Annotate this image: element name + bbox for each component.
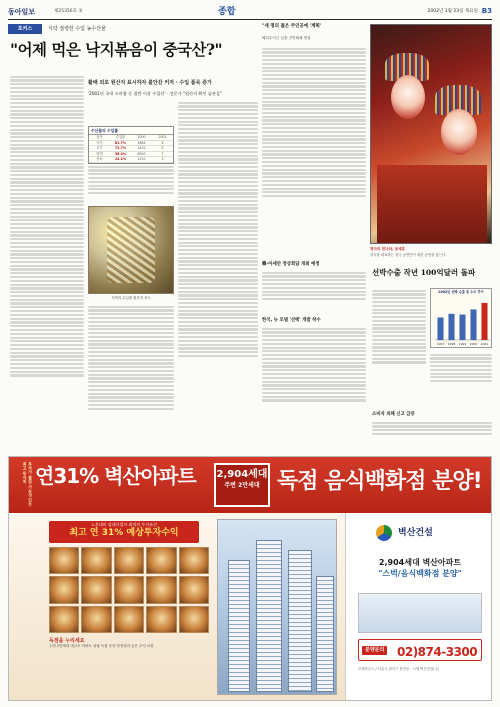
- opera-photo-title: 경극의 전나라, 공세흐: [370, 247, 406, 251]
- dish-photo: [81, 606, 111, 633]
- ad-unit-sub: 주변 2만세대: [224, 481, 260, 489]
- chart-plot: [431, 296, 493, 348]
- table-cell: 조기: [96, 146, 103, 151]
- table-cell: 품목: [96, 135, 103, 140]
- tower: [228, 560, 250, 692]
- ad-left-panel: [9, 513, 345, 701]
- dish-photo: [146, 547, 176, 574]
- table-cell: 81.7%: [114, 140, 127, 145]
- ad-footnote: [49, 639, 209, 649]
- focus-label: 포커스: [8, 24, 42, 34]
- article-column-1: [10, 74, 84, 446]
- chart-tick-label: 1997: [436, 342, 445, 346]
- table-cell: 5: [161, 146, 164, 151]
- chart-bar: [470, 309, 476, 340]
- opera-photo: [370, 24, 492, 244]
- opera-photo-caption: 중국을 대표하는 경극 공연단이 내한 공연을 갖는다.: [370, 253, 447, 257]
- brand-logo: [358, 523, 482, 549]
- chart-bar: [437, 317, 443, 340]
- ad-return-banner: [49, 521, 199, 543]
- column-title-1: 韓-아세안 정상회담 개최 예정: [262, 262, 320, 267]
- chart-bar: [448, 314, 454, 340]
- ad-headline-left: 연31% 벽산아파트: [35, 464, 196, 488]
- table-cell: 5684: [137, 140, 146, 145]
- article-snippet: [88, 164, 174, 204]
- apartment-advertisement[interactable]: [8, 456, 492, 701]
- ad-unit-box: [214, 463, 270, 507]
- performer-face-left: [391, 75, 425, 119]
- section-title: 종합: [218, 7, 236, 17]
- chart-bar: [459, 315, 465, 340]
- import-rate-table: [88, 126, 174, 164]
- tower: [256, 540, 282, 692]
- column-title-3: 소비자 피해 신고 급증: [372, 412, 415, 417]
- shipbuilding-body: [372, 288, 426, 406]
- dish-photo: [179, 547, 209, 574]
- lead-subhead: 활배 외로 원산지 표시하자 불안감 커져 · 수입 품목 증가: [88, 80, 212, 86]
- table-cell: 2000: [137, 135, 146, 140]
- column-body-3: [372, 420, 492, 448]
- table-cell: 꽁치: [96, 157, 103, 162]
- shipbuilding-body-2: [430, 352, 492, 406]
- dish-photo: [49, 606, 79, 633]
- dish-photo: [179, 606, 209, 633]
- brand-tagline-2: "스벅/음식백화점 분양": [378, 569, 462, 578]
- photo-caption: 식탁의 수입품 원산지 표시: [111, 296, 151, 300]
- dish-photo: [81, 576, 111, 603]
- ad-vertical-text: 투자가 쏠림 가능성 있는 최고 투자처: [22, 462, 33, 507]
- ad-right-panel: [345, 513, 492, 701]
- phone-box[interactable]: [358, 639, 482, 661]
- chart-bar: [481, 303, 487, 340]
- dish-photo: [114, 576, 144, 603]
- complex-map-image: [358, 593, 482, 633]
- chart-tick-label: 1998: [447, 342, 456, 346]
- dish-photo: [49, 576, 79, 603]
- page-number: B3: [481, 7, 492, 15]
- table-cell: 명태: [96, 151, 103, 156]
- ad-food-grid: [49, 547, 209, 633]
- table-cell: 38.4%: [114, 151, 127, 156]
- tower: [316, 576, 334, 692]
- table-title: 수산물의 수입률: [89, 127, 173, 135]
- right-article-subtitle: 해외수익금 입출 전면폐쇄 방침: [262, 36, 311, 40]
- issue-number: 제25356호 ②: [54, 9, 83, 14]
- dish-photo: [81, 547, 111, 574]
- column-title-2: 한국, 뉴 모델 '선택' 개발 착수: [262, 318, 321, 323]
- dish-photo: [146, 576, 176, 603]
- chart-tick-label: 2000: [469, 342, 478, 346]
- table-cell: 3432: [137, 146, 146, 151]
- dish-photo: [114, 547, 144, 574]
- ad-unit-count: 2,904세대: [216, 469, 268, 480]
- issue-date: 2002년 1월 23일 목요일: [427, 9, 478, 14]
- article-column-3: [178, 100, 258, 444]
- table-row: [89, 157, 173, 163]
- main-headline: "어제 먹은 낙지볶음이 중국산?": [10, 40, 223, 59]
- ad-headline-right: 독점 음식백화점 분양!: [277, 469, 482, 494]
- table-cell: 수입률: [115, 135, 126, 140]
- apartment-building-rendering: [217, 519, 337, 695]
- table-cell: 3: [161, 157, 164, 162]
- paper-name: 동아일보: [8, 7, 36, 16]
- focus-subtitle: 식탁 점령한 수입 농수산물: [48, 26, 106, 32]
- chart-title: 2002년 선박 수출 및 수주 추이: [438, 290, 484, 294]
- article-column-2b: [88, 304, 174, 444]
- right-article-headline: "세 명의 젊은 주인공에 '계획': [262, 24, 322, 29]
- masthead: [8, 6, 492, 20]
- brand-name: 벽산건설: [398, 528, 433, 538]
- chart-tick-label: 2001: [480, 342, 489, 346]
- table-cell: 2001: [158, 135, 167, 140]
- dish-photo: [179, 576, 209, 603]
- brand-tagline-1: 2,904세대 벽산아파트: [378, 558, 462, 567]
- column-body-1: [262, 270, 366, 314]
- shipbuilding-headline: 선박수출 작년 100억달러 돌파: [372, 268, 476, 277]
- performer-face-right: [441, 109, 477, 155]
- table-cell: 72.7%: [114, 146, 127, 151]
- table-cell: 6: [161, 140, 164, 145]
- dish-photo: [146, 606, 176, 633]
- ad-foot-text: 주변 2만세대 대규모 아파트 상권 독점 투자 안정성과 높은 수익 보장: [49, 644, 154, 648]
- phone-number[interactable]: 02)874-3300: [397, 645, 478, 659]
- food-photo: [88, 206, 174, 294]
- brand-small-print: 모델하우스 / 서울시 관악구 봉천동 · 시행 벽산건설(주): [358, 667, 440, 671]
- table-cell: 6920: [137, 151, 146, 156]
- brand-logo-icon: [376, 525, 392, 541]
- table-cell: 낙지: [96, 140, 103, 145]
- table-cell: 7: [161, 151, 164, 156]
- tower: [288, 550, 312, 692]
- ad-foot-highlight: 독점을 누리세요: [49, 638, 85, 644]
- table-cell: 2210: [137, 157, 146, 162]
- ship-export-chart: [430, 288, 492, 348]
- column-body-2: [262, 326, 366, 446]
- ad-return-small: 노후대비 임대사업자 최적의 투자조건: [91, 522, 157, 527]
- focus-bar: [8, 24, 260, 34]
- chart-tick-label: 1999: [458, 342, 467, 346]
- table-cell: 24.1%: [114, 157, 127, 162]
- right-article-body: [262, 46, 366, 254]
- ad-top-banner: [9, 457, 492, 513]
- lead-subhead-2: '2001년 국내 소비량 중 절반 이상 수입산' · 전문가 "원산지 확인 습관을": [88, 91, 222, 96]
- phone-label: 분양문의: [362, 646, 387, 655]
- ad-return-big: 최고 연 31% 예상투자수익: [69, 528, 179, 539]
- brand-tagline: [358, 557, 482, 579]
- dish-photo: [49, 547, 79, 574]
- dish-photo: [114, 606, 144, 633]
